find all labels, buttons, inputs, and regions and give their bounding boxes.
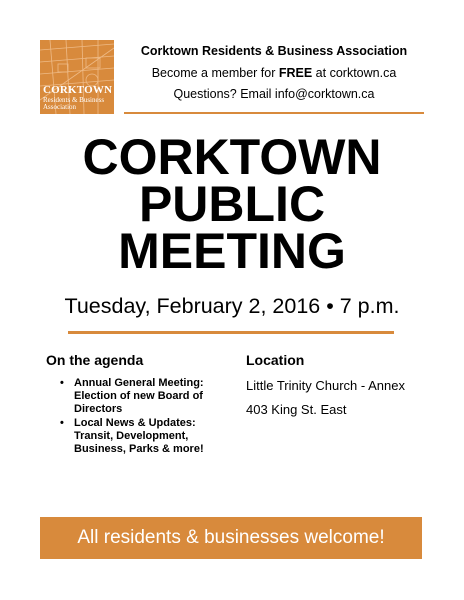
title-line-3: MEETING (118, 223, 346, 279)
logo-title: CORKTOWN (43, 84, 113, 96)
location-address: 403 King St. East (246, 402, 347, 417)
logo-subtitle-2: Association (43, 103, 77, 111)
bullet-icon: • (60, 417, 64, 429)
membership-line (124, 66, 424, 80)
header-divider (124, 112, 424, 114)
list-item (46, 417, 216, 456)
agenda-item-text: Local News & Updates: Transit, Development, Business, Parks & more! (74, 417, 204, 455)
questions-line: Questions? Email info@corktown.ca (173, 87, 375, 101)
location-heading: Location (246, 352, 305, 368)
bullet-icon: • (60, 377, 64, 389)
logo-subtitle: Residents & Business (43, 96, 105, 104)
list-item (46, 377, 216, 416)
association-name: Corktown Residents & Business Association (140, 44, 408, 58)
membership-suffix: at corktown.ca (312, 66, 397, 80)
title-line-1: CORKTOWN (82, 129, 382, 185)
title-line-2: PUBLIC (138, 176, 326, 232)
date-divider (68, 331, 394, 334)
membership-prefix: Become a member for (151, 66, 279, 80)
agenda-item-text: Annual General Meeting: Election of new Board of Directors (74, 377, 204, 415)
membership-free: FREE (278, 66, 313, 80)
corktown-logo (40, 40, 114, 114)
meeting-date: Tuesday, February 2, 2016 • 7 p.m. (64, 294, 400, 318)
page-title (0, 129, 464, 279)
welcome-banner: All residents & businesses welcome! (40, 517, 422, 559)
location-venue: Little Trinity Church - Annex (246, 378, 405, 393)
agenda-heading: On the agenda (46, 352, 144, 368)
agenda-list (46, 377, 216, 457)
